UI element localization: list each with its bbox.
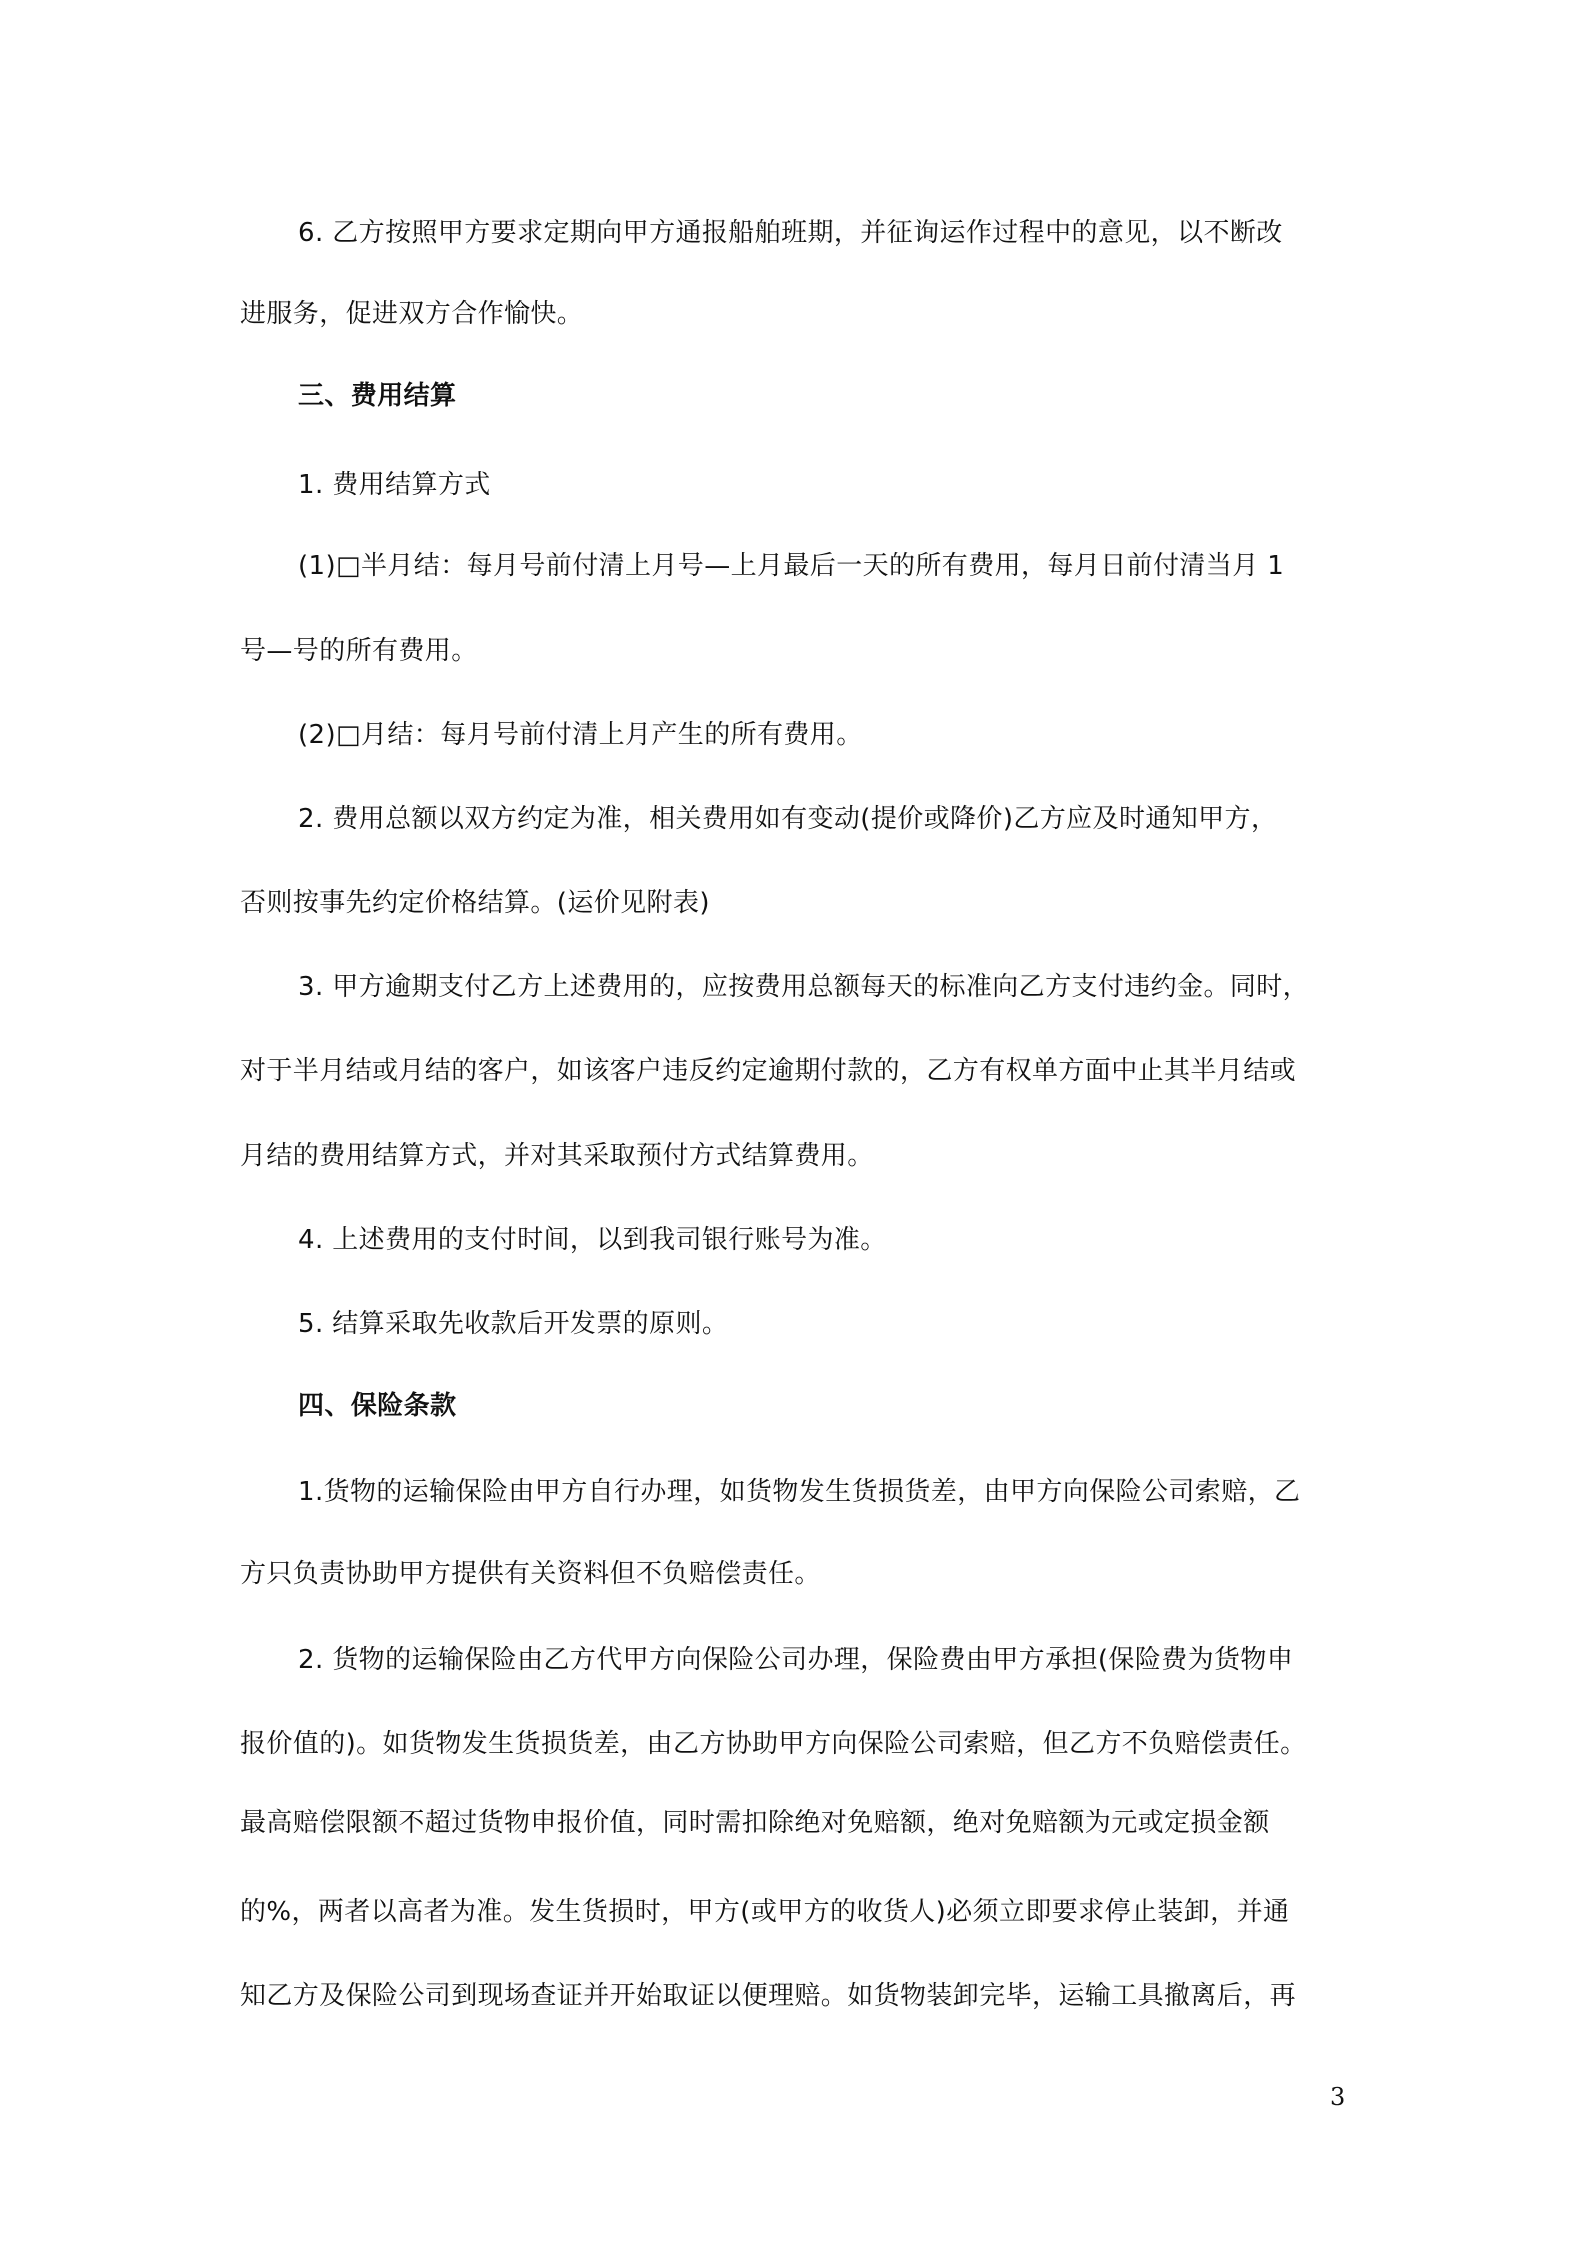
paragraph-line: 月结的费用结算方式，并对其采取预付方式结算费用。 [240, 1141, 874, 1171]
paragraph-line: 1. 费用结算方式 [298, 470, 491, 500]
paragraph-line: 报价值的)。如货物发生货损货差，由乙方协助甲方向保险公司索赔，但乙方不负赔偿责任。 [240, 1729, 1307, 1759]
paragraph-line: (2)□月结：每月号前付清上月产生的所有费用。 [298, 720, 863, 750]
paragraph-line: 进服务，促进双方合作愉快。 [240, 299, 584, 329]
paragraph-line: 2. 费用总额以双方约定为准，相关费用如有变动(提价或降价)乙方应及时通知甲方， [298, 804, 1278, 834]
section-heading: 四、保险条款 [298, 1391, 457, 1421]
paragraph-line: (1)□半月结：每月号前付清上月号—上月最后一天的所有费用，每月日前付清当月 1 [298, 551, 1285, 581]
paragraph-line: 方只负责协助甲方提供有关资料但不负赔偿责任。 [240, 1559, 821, 1589]
paragraph-line: 否则按事先约定价格结算。(运价见附表) [240, 888, 710, 918]
paragraph-line: 知乙方及保险公司到现场查证并开始取证以便理赔。如货物装卸完毕，运输工具撤离后，再 [240, 1981, 1297, 2011]
paragraph-line: 最高赔偿限额不超过货物申报价值，同时需扣除绝对免赔额，绝对免赔额为元或定损金额 [240, 1808, 1270, 1838]
section-heading: 三、费用结算 [298, 381, 457, 411]
paragraph-line: 的%，两者以高者为准。发生货损时，甲方(或甲方的收货人)必须立即要求停止装卸，并通 [240, 1897, 1290, 1927]
paragraph-line: 4. 上述费用的支付时间，以到我司银行账号为准。 [298, 1225, 887, 1255]
paragraph-line: 3. 甲方逾期支付乙方上述费用的，应按费用总额每天的标准向乙方支付违约金。同时， [298, 972, 1310, 1002]
page-number: 3 [1330, 2083, 1346, 2111]
paragraph-line: 2. 货物的运输保险由乙方代甲方向保险公司办理，保险费由甲方承担(保险费为货物申 [298, 1645, 1294, 1675]
paragraph-line: 6. 乙方按照甲方要求定期向甲方通报船舶班期，并征询运作过程中的意见，以不断改 [298, 218, 1283, 248]
paragraph-line: 对于半月结或月结的客户，如该客户违反约定逾期付款的，乙方有权单方面中止其半月结或 [240, 1056, 1297, 1086]
paragraph-line: 5. 结算采取先收款后开发票的原则。 [298, 1309, 729, 1339]
paragraph-line: 1.货物的运输保险由甲方自行办理，如货物发生货损货差，由甲方向保险公司索赔，乙 [298, 1477, 1301, 1507]
paragraph-line: 号—号的所有费用。 [240, 636, 478, 666]
